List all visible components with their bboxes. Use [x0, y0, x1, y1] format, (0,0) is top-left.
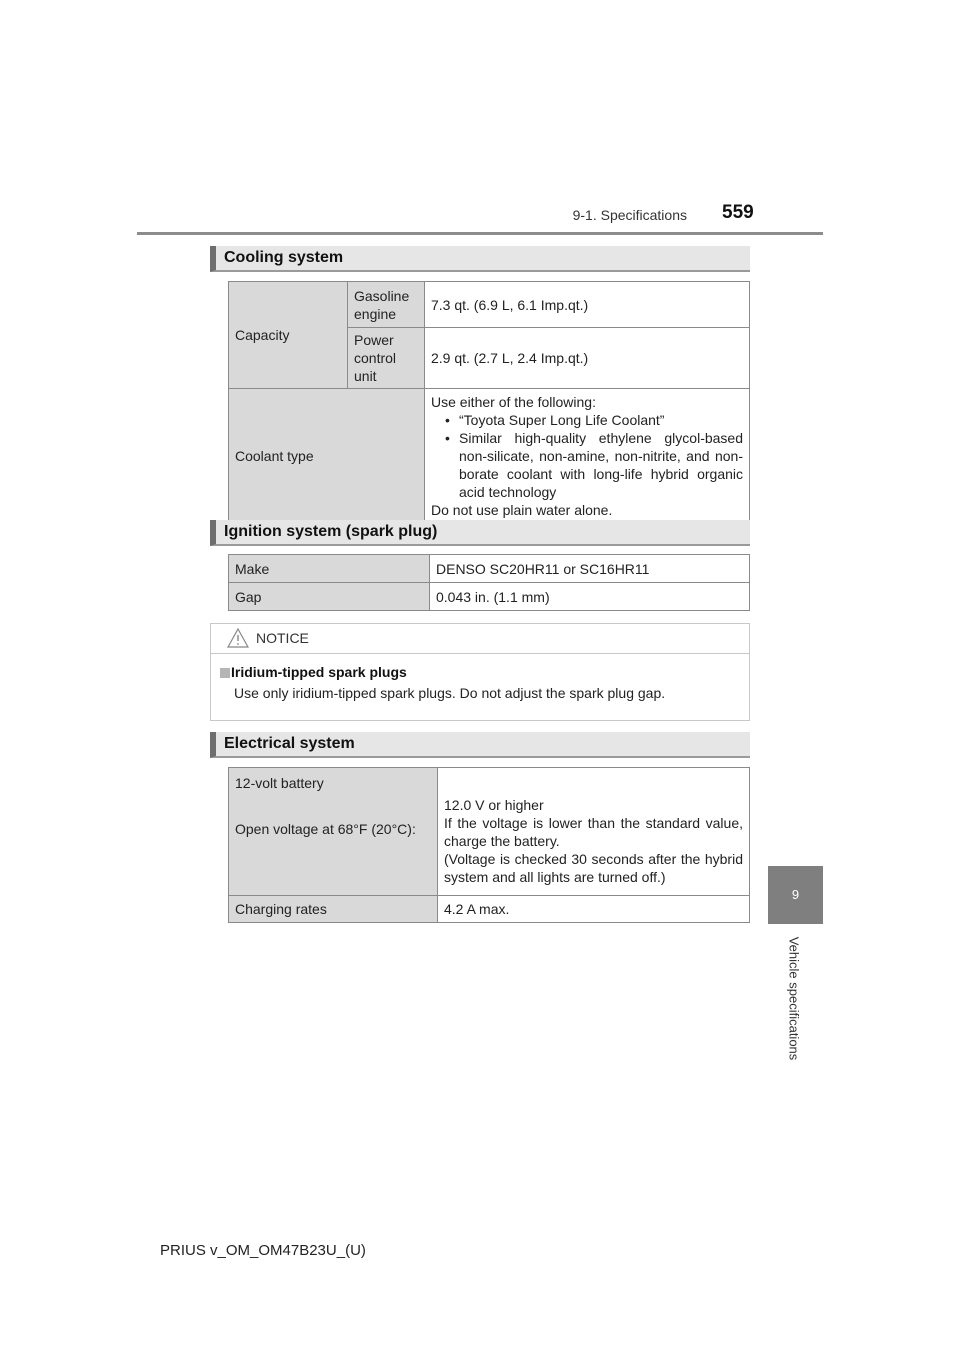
header-rule	[137, 232, 823, 235]
voltage-note: (Voltage is checked 30 seconds after the hybrid system and all lights are turned off.)	[444, 851, 743, 885]
make-label: Make	[229, 555, 430, 583]
notice-body: Use only iridium-tipped spark plugs. Do not adjust the spark plug gap.	[234, 685, 666, 701]
coolant-note: Do not use plain water alone.	[431, 502, 613, 518]
chapter-label: Vehicle specifications	[786, 936, 802, 1061]
battery-label: 12-volt battery	[235, 775, 324, 791]
capacity-label: Capacity	[229, 282, 348, 389]
section-title: 9-1. Specifications	[572, 207, 687, 223]
notice-title: NOTICE	[256, 630, 309, 646]
electrical-heading: Electrical system	[210, 732, 750, 758]
pcu-value: 2.9 qt. (2.7 L, 2.4 Imp.qt.)	[425, 328, 750, 389]
notice-box	[210, 623, 750, 721]
coolant-label: Coolant type	[229, 389, 425, 524]
ignition-heading: Ignition system (spark plug)	[210, 520, 750, 546]
cooling-table	[228, 281, 750, 524]
bullet-square-icon	[220, 668, 230, 678]
coolant-item: • “Toyota Super Long Life Coolant”	[431, 411, 743, 429]
make-value: DENSO SC20HR11 or SC16HR11	[430, 555, 750, 583]
open-voltage-label: Open voltage at 68°F (20°C):	[235, 821, 416, 837]
cooling-heading: Cooling system	[210, 246, 750, 272]
charging-value: 4.2 A max.	[438, 896, 750, 923]
battery-label-cell	[229, 768, 438, 896]
page-number: 559	[722, 202, 754, 223]
coolant-intro: Use either of the following:	[431, 394, 596, 410]
voltage-value: 12.0 V or higher	[444, 797, 544, 813]
chapter-tab[interactable]: 9	[768, 866, 823, 924]
coolant-item: • Similar high-quality ethylene glycol-based non-silicate, non-amine, non-nitrite, and non-borate coolant with long-life hybrid organic acid technology	[431, 429, 743, 501]
document-code: PRIUS v_OM_OM47B23U_(U)	[160, 1242, 366, 1259]
gap-value: 0.043 in. (1.1 mm)	[430, 583, 750, 611]
voltage-note: If the voltage is lower than the standard value, charge the battery.	[444, 815, 743, 849]
notice-heading: Iridium-tipped spark plugs	[231, 664, 407, 680]
pcu-label: Power control unit	[348, 328, 425, 389]
notice-header	[211, 624, 749, 654]
electrical-table	[228, 767, 750, 923]
voltage-cell	[438, 768, 750, 896]
gasoline-label: Gasoline engine	[348, 282, 425, 328]
gap-label: Gap	[229, 583, 430, 611]
ignition-table	[228, 554, 750, 611]
gasoline-value: 7.3 qt. (6.9 L, 6.1 Imp.qt.)	[425, 282, 750, 328]
warning-icon	[227, 628, 249, 648]
coolant-value	[425, 389, 750, 524]
charging-label: Charging rates	[229, 896, 438, 923]
